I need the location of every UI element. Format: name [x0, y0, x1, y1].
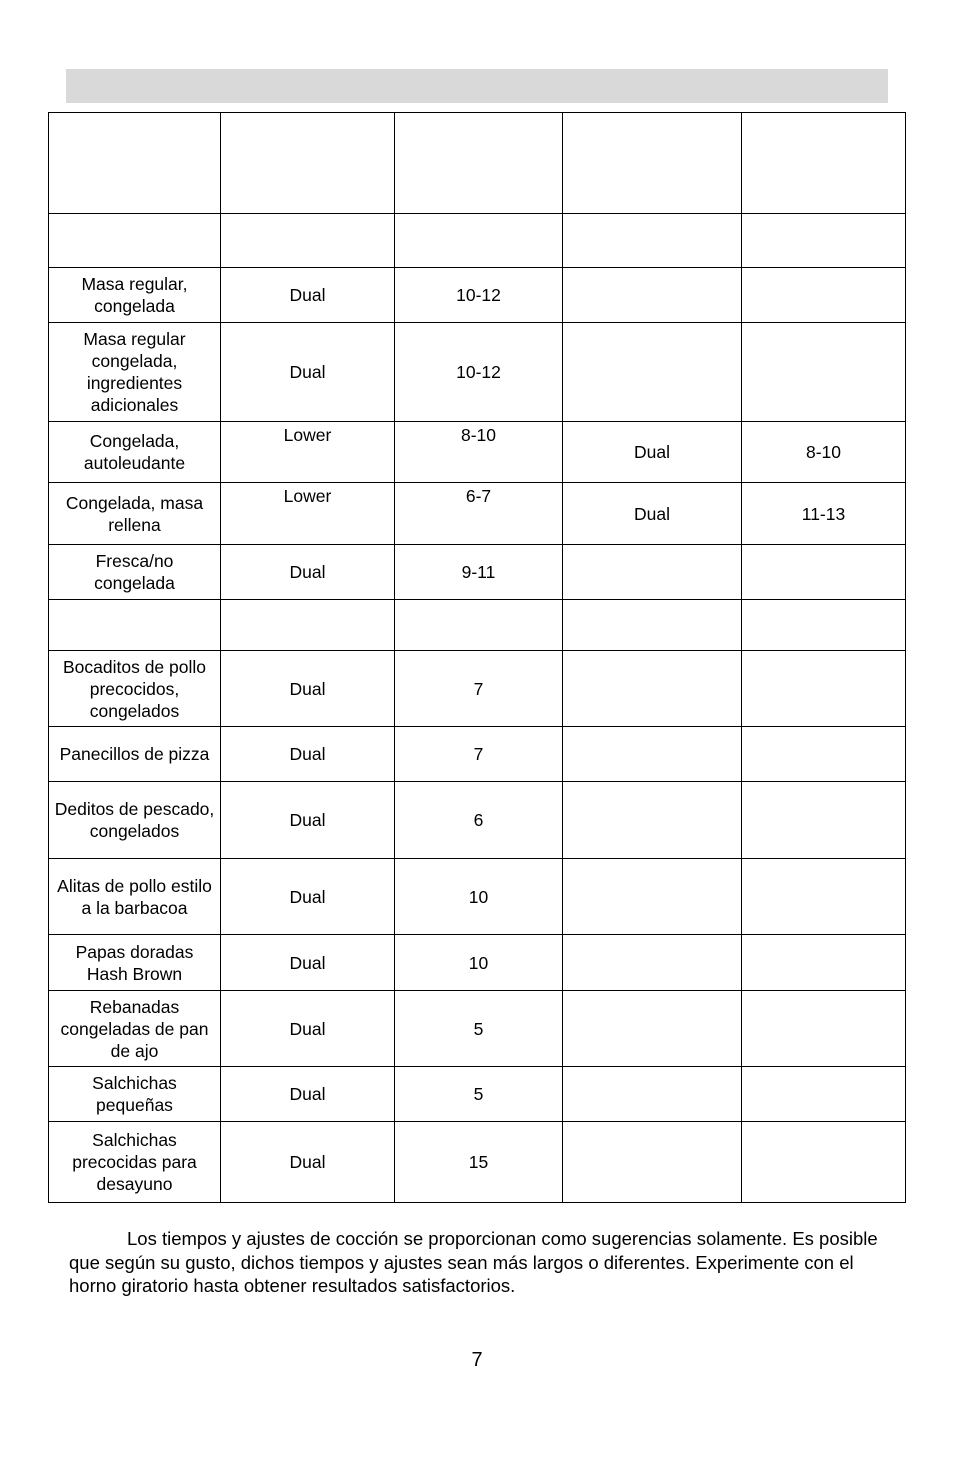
time-cell: 6-7 [395, 483, 563, 545]
time-cell: 7 [395, 727, 563, 782]
food-cell: Panecillos de pizza [49, 727, 221, 782]
food-cell: Congelada, autoleudante [49, 422, 221, 483]
table-row [49, 859, 906, 935]
time-cell: 15 [395, 1122, 563, 1203]
table-row [49, 727, 906, 782]
food-cell: Congelada, masa rellena [49, 483, 221, 545]
time-cell: 6 [395, 782, 563, 859]
table-row [49, 651, 906, 727]
table-row [49, 323, 906, 422]
time-cell: 7 [395, 651, 563, 727]
food-cell: Deditos de pescado, congelados [49, 782, 221, 859]
food-cell [49, 214, 221, 268]
table-row [49, 991, 906, 1067]
setting-cell [221, 113, 395, 214]
setting2-cell: Dual [563, 483, 742, 545]
header-bar [66, 69, 888, 103]
setting-cell: Dual [221, 268, 395, 323]
setting-cell: Lower [221, 483, 395, 545]
food-cell: Fresca/no congelada [49, 545, 221, 600]
setting2-cell [563, 651, 742, 727]
setting2-cell [563, 935, 742, 991]
food-cell: Alitas de pollo estilo a la barbacoa [49, 859, 221, 935]
setting-cell: Dual [221, 935, 395, 991]
setting-cell: Dual [221, 1067, 395, 1122]
food-cell [49, 113, 221, 214]
setting2-cell [563, 991, 742, 1067]
time2-cell [742, 1122, 906, 1203]
setting-cell: Dual [221, 323, 395, 422]
food-cell: Salchichas precocidas para desayuno [49, 1122, 221, 1203]
page-number: 7 [471, 1349, 483, 1371]
setting-cell [221, 214, 395, 268]
time2-cell [742, 545, 906, 600]
setting2-cell [563, 214, 742, 268]
time-cell [395, 600, 563, 651]
time-cell: 10 [395, 859, 563, 935]
setting2-cell [563, 113, 742, 214]
time-cell [395, 214, 563, 268]
setting-cell [221, 600, 395, 651]
time2-cell [742, 600, 906, 651]
food-cell: Salchichas pequeñas [49, 1067, 221, 1122]
table-row [49, 1122, 906, 1203]
time-cell: 10-12 [395, 268, 563, 323]
setting2-cell [563, 268, 742, 323]
setting2-cell [563, 727, 742, 782]
time2-cell [742, 113, 906, 214]
setting2-cell [563, 545, 742, 600]
time2-cell: 8-10 [742, 422, 906, 483]
setting-cell: Dual [221, 859, 395, 935]
setting-cell: Dual [221, 1122, 395, 1203]
setting-cell: Lower [221, 422, 395, 483]
time-cell: 8-10 [395, 422, 563, 483]
time2-cell [742, 651, 906, 727]
time-cell: 5 [395, 1067, 563, 1122]
table-row [49, 268, 906, 323]
time2-cell [742, 991, 906, 1067]
time2-cell [742, 782, 906, 859]
table-row [49, 422, 906, 483]
time-cell: 5 [395, 991, 563, 1067]
time-cell: 9-11 [395, 545, 563, 600]
cooking-note: Los tiempos y ajustes de cocción se proporcionan como sugerencias solamente. Es posible que según su gusto, dichos tiempos y ajustes sean más largos o diferentes. Experimente con el horno giratorio hasta obtener resultados satisfactorios. [69, 1228, 878, 1296]
time2-cell [742, 214, 906, 268]
setting2-cell: Dual [563, 422, 742, 483]
time2-cell [742, 1067, 906, 1122]
cooking-table [48, 112, 906, 1203]
setting-cell: Dual [221, 545, 395, 600]
food-cell: Masa regular congelada, ingredientes adicionales [49, 323, 221, 422]
setting2-cell [563, 859, 742, 935]
food-cell: Papas doradas Hash Brown [49, 935, 221, 991]
table-row [49, 483, 906, 545]
setting2-cell [563, 1122, 742, 1203]
time2-cell [742, 859, 906, 935]
time-cell [395, 113, 563, 214]
setting2-cell [563, 1067, 742, 1122]
food-cell: Rebanadas congeladas de pan de ajo [49, 991, 221, 1067]
time2-cell [742, 727, 906, 782]
setting2-cell [563, 600, 742, 651]
food-cell [49, 600, 221, 651]
time2-cell [742, 323, 906, 422]
setting-cell: Dual [221, 651, 395, 727]
time-cell: 10-12 [395, 323, 563, 422]
header-row [49, 113, 906, 214]
time2-cell: 11-13 [742, 483, 906, 545]
setting-cell: Dual [221, 782, 395, 859]
food-cell: Bocaditos de pollo precocidos, congelados [49, 651, 221, 727]
time2-cell [742, 935, 906, 991]
section-row [49, 600, 906, 651]
setting2-cell [563, 782, 742, 859]
section-row [49, 214, 906, 268]
setting-cell: Dual [221, 991, 395, 1067]
time2-cell [742, 268, 906, 323]
time-cell: 10 [395, 935, 563, 991]
table-row [49, 782, 906, 859]
table-row [49, 1067, 906, 1122]
food-cell: Masa regular, congelada [49, 268, 221, 323]
setting-cell: Dual [221, 727, 395, 782]
table-row [49, 545, 906, 600]
table-row [49, 935, 906, 991]
setting2-cell [563, 323, 742, 422]
